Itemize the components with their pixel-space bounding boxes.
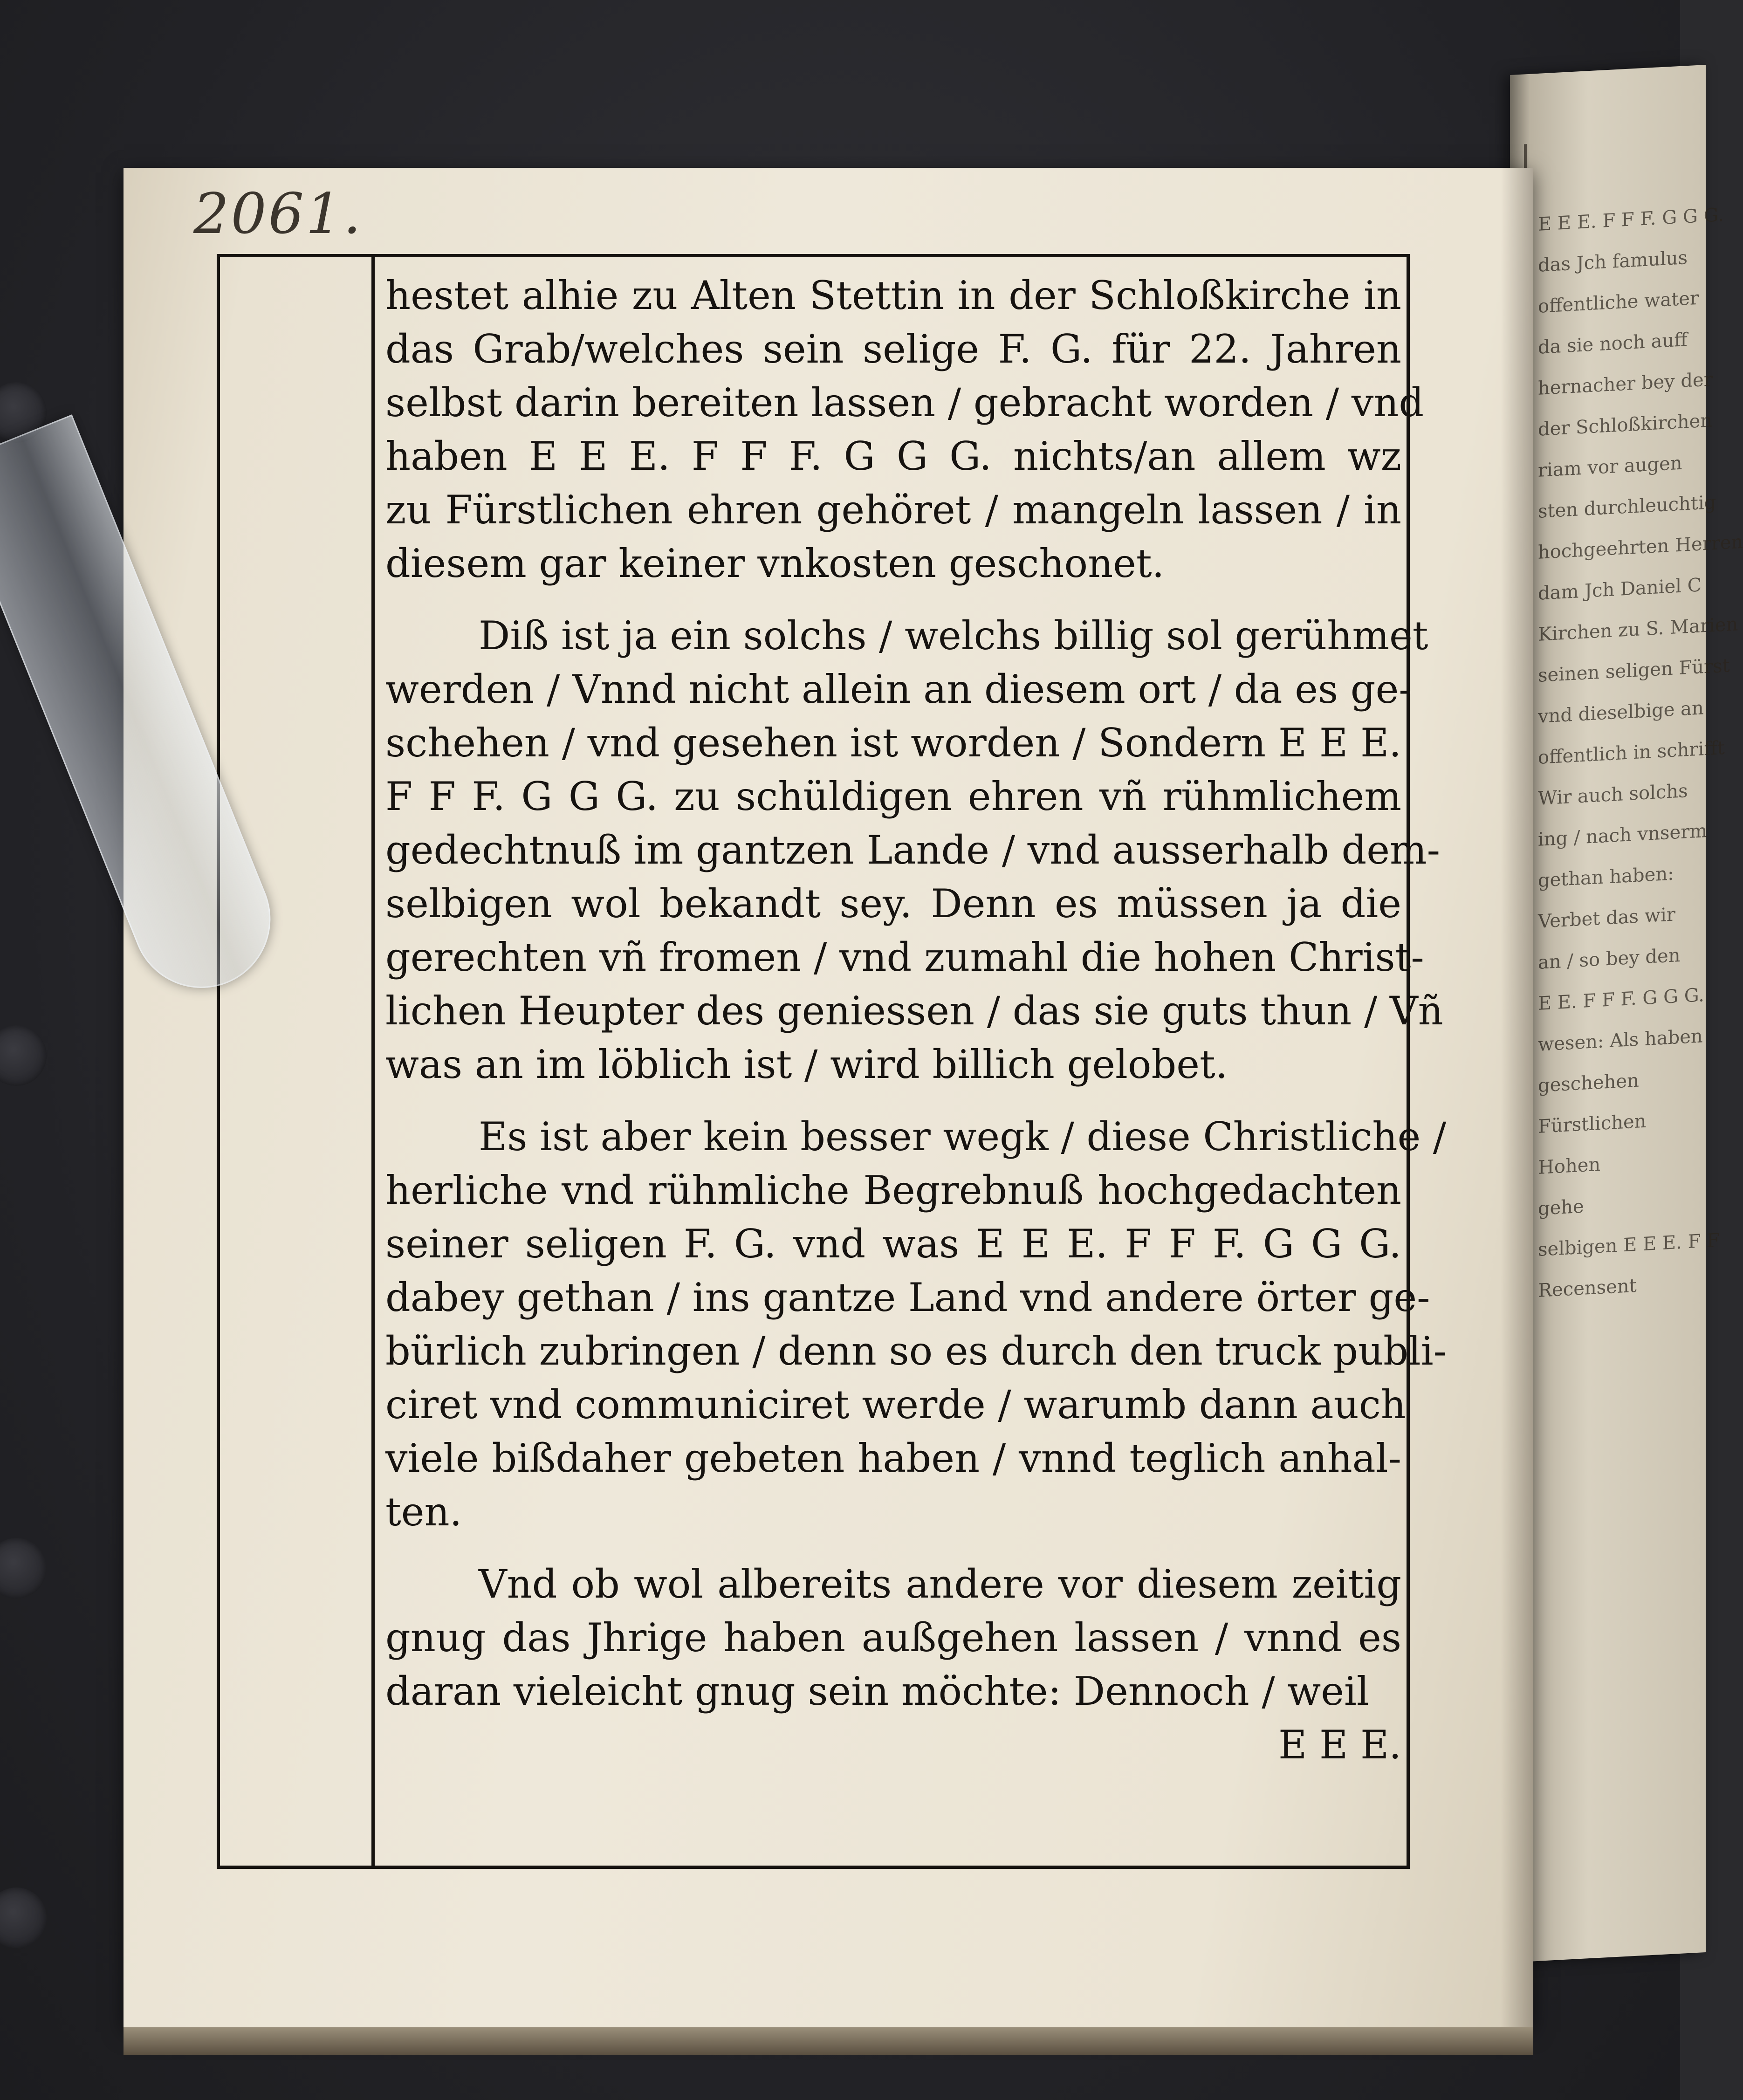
binder-hole — [0, 1538, 47, 1599]
facing-page-line: das Jch famulus — [1538, 247, 1688, 276]
facing-page-line: sten durchleuchtig — [1538, 491, 1716, 522]
facing-page-line: dam Jch Daniel C — [1538, 574, 1702, 604]
text-line: Es ist aber kein besser wegk / diese Christliche / — [479, 1114, 1447, 1160]
text-line: viele bißdaher gebeten haben / vnnd teglich anhal- — [385, 1435, 1401, 1481]
text-line: lichen Heupter des geniessen / das sie guts thun / Vñ — [385, 988, 1443, 1034]
facing-page-line: Wir auch solchs — [1538, 780, 1688, 810]
facing-page-line: Kirchen zu S. Marien — [1538, 613, 1738, 645]
text-line: Diß ist ja ein solchs / welchs billig sol gerühmet — [479, 613, 1428, 659]
paragraph-gap — [385, 1539, 1401, 1558]
page-bottom-edge — [124, 2027, 1533, 2055]
facing-page-line: E E. F F F. G G G. — [1538, 984, 1705, 1015]
text-line: diesem gar keiner vnkosten geschonet. — [385, 541, 1165, 586]
facing-page-line: ing / nach vnserm — [1538, 820, 1708, 851]
text-line: F F F. G G G. zu schüldigen ehren vñ rühmlichem — [385, 774, 1401, 819]
text-line: gerechten vñ fromen / vnd zumahl die hohen Christ- — [385, 934, 1424, 980]
text-line: herliche vnd rühmliche Begrebnuß hochgedachten — [385, 1167, 1401, 1213]
facing-page-line: gethan haben: — [1538, 863, 1674, 892]
binder-hole — [0, 1887, 47, 1948]
shelfmark-number: 2061. — [193, 182, 363, 247]
facing-page-line: hernacher bey der — [1538, 369, 1713, 399]
facing-page-line: seinen seligen Fürst — [1538, 655, 1730, 686]
facing-page-line: der Schloßkirchen — [1538, 410, 1713, 440]
text-line: dabey gethan / ins gantze Land vnd andere örter ge- — [385, 1275, 1430, 1320]
margin-rule — [371, 257, 375, 1866]
text-line: werden / Vnnd nicht allein an diesem ort / da es ge- — [385, 666, 1412, 712]
text-line: schehen / vnd gesehen ist worden / Sondern E E E. — [385, 720, 1401, 766]
body-text — [385, 269, 1447, 1772]
facing-page-line: wesen: Als haben — [1538, 1025, 1703, 1056]
facing-page-line: gehe — [1538, 1195, 1584, 1220]
text-line: zu Fürstlichen ehren gehöret / mangeln lassen / in — [385, 487, 1401, 533]
facing-page-line: geschehen — [1538, 1070, 1639, 1097]
facing-page-line: selbigen E E E. F F — [1538, 1229, 1720, 1261]
facing-page-line: offentlich in schrifft — [1538, 737, 1725, 769]
facing-page-line: riam vor augen — [1538, 452, 1682, 481]
paragraph-gap — [385, 590, 1401, 609]
text-line: bürlich zubringen / denn so es durch den truck publi- — [385, 1328, 1447, 1374]
facing-page-line: Fürstlichen — [1538, 1110, 1647, 1138]
facing-page-line: E E E. F F F. G G G. — [1538, 204, 1724, 235]
facing-page-line: Verbet das wir — [1538, 904, 1675, 933]
facing-page — [1510, 65, 1743, 1963]
text-frame — [217, 254, 1447, 1869]
facing-page-line: Recensent — [1538, 1275, 1637, 1302]
text-line: gnug das Jhrige haben außgehen lassen / vnnd es — [385, 1615, 1401, 1661]
text-line: das Grab/welches sein selige F. G. für 22. Jahren — [385, 326, 1401, 372]
book-page — [124, 168, 1533, 2027]
page-gutter-shadow — [1501, 168, 1533, 2027]
text-line: seiner seligen F. G. vnd was E E E. F F F. G G G. — [385, 1221, 1401, 1267]
text-line: haben E E E. F F F. G G G. nichts/an allem wz — [385, 433, 1401, 479]
facing-page-text — [1538, 196, 1743, 1311]
text-line: hestet alhie zu Alten Stettin in der Schloßkirche in — [385, 273, 1401, 318]
text-line: selbigen wol bekandt sey. Denn es müssen ja die — [385, 881, 1401, 926]
binder-hole — [0, 1025, 47, 1086]
facing-page-line: Hohen — [1538, 1153, 1601, 1179]
facing-page-line: an / so bey den — [1538, 944, 1681, 974]
text-line: gedechtnuß im gantzen Lande / vnd ausserhalb dem- — [385, 827, 1441, 873]
facing-page-line: da sie noch auff — [1538, 329, 1688, 358]
facing-page-line: offentliche water — [1538, 287, 1699, 317]
text-line: was an im löblich ist / wird billich gelobet. — [385, 1042, 1228, 1087]
facing-page-line: hochgeehrten Herren — [1538, 531, 1743, 563]
text-line: ciret vnd communiciret werde / warumb dann auch — [385, 1382, 1406, 1427]
paragraph-gap — [385, 1091, 1401, 1110]
facing-page-line: vnd dieselbige an — [1538, 697, 1704, 727]
text-line: selbst darin bereiten lassen / gebracht worden / vnd — [385, 380, 1424, 425]
text-line: ten. — [385, 1489, 462, 1535]
catchword: E E E. — [1278, 1722, 1401, 1768]
text-line: Vnd ob wol albereits andere vor diesem zeitig — [479, 1561, 1401, 1607]
text-line: daran vieleicht gnug sein möchte: Dennoch / weil — [385, 1668, 1369, 1714]
